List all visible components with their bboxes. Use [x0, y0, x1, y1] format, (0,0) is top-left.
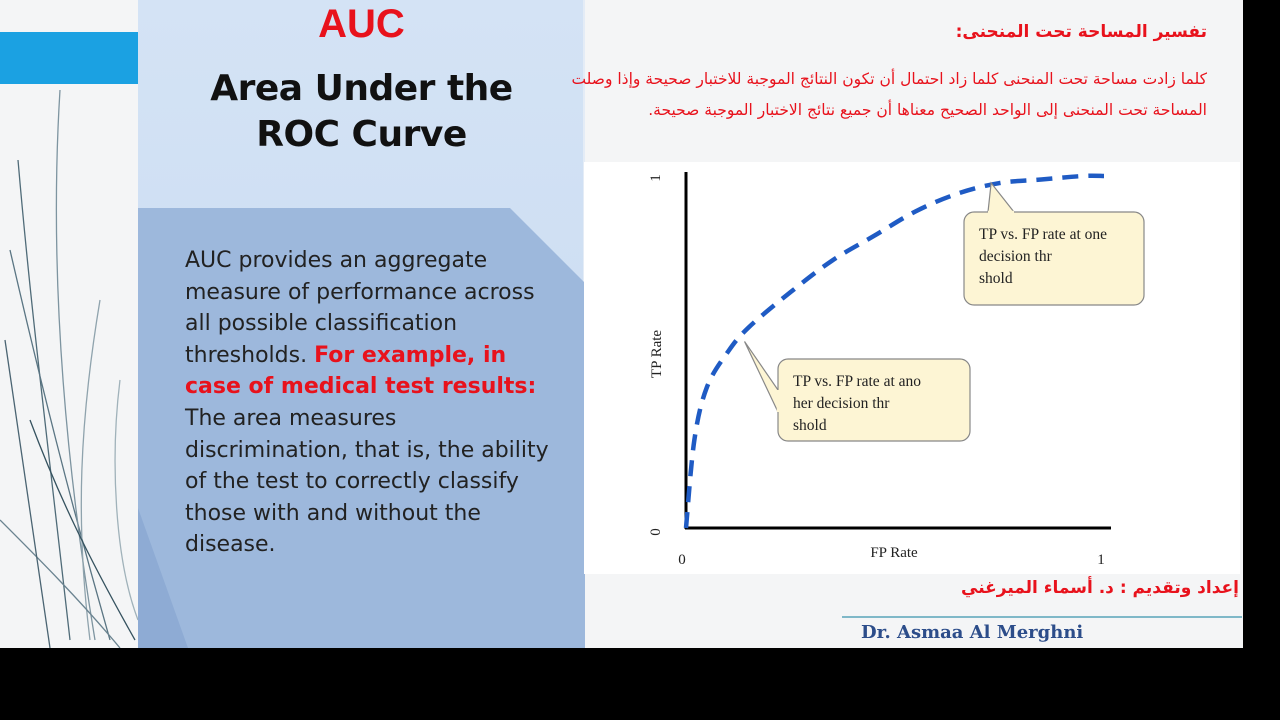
body-text-detail: The area measures discrimination, that is, the ability of the test to correctly classify those with and without the disease. [185, 405, 549, 558]
main-title-line1: Area Under the [210, 68, 513, 109]
callout-pointer [988, 183, 1014, 212]
arabic-heading: تفسير المساحة تحت المنحنى: [955, 22, 1207, 42]
callout-text: shold [979, 270, 1013, 287]
credit-divider [842, 616, 1242, 618]
body-text-highlight: For example, in case of medical test results: [185, 342, 537, 400]
y-tick-label: 0 [648, 528, 664, 536]
main-title-line2: ROC Curve [256, 114, 467, 155]
credit-english: Dr. Asmaa Al Merghni [861, 622, 1084, 643]
callout [745, 341, 970, 441]
y-axis-label: TP Rate [649, 329, 665, 379]
x-tick-label: 1 [1097, 552, 1105, 568]
x-axis-label: FP Rate [870, 545, 918, 561]
callout-text: decision thr [979, 248, 1052, 265]
callout-text: TP vs. FP rate at ano [793, 373, 922, 390]
arabic-body: كلما زادت مساحة تحت المنحنى كلما زاد احتمال أن تكون النتائج الموجبة للاختبار صحيحة وإذا وصلت المساحة تحت المنحنى إلى الواحد الصحيح معناها أن جميع نتائج الاختبار الموجبة صحيحة. [571, 70, 1207, 119]
body-text [185, 245, 557, 561]
blue-tab-accent [0, 32, 138, 84]
body-text-intro: AUC provides an aggregate measure of performance across all possible classification thresholds. [185, 248, 535, 368]
callout-pointer [745, 341, 778, 412]
decorative-lines [0, 0, 138, 648]
auc-title: AUC [318, 2, 405, 46]
roc-chart-svg [584, 162, 1240, 574]
y-tick-label: 1 [648, 174, 664, 182]
credit-arabic: إعداد وتقديم : د. أسماء الميرغني [961, 578, 1239, 598]
callout-text: her decision thr [793, 395, 890, 412]
callout-text: TP vs. FP rate at one [979, 226, 1108, 243]
callout-text: shold [793, 417, 827, 434]
roc-chart [584, 162, 1240, 574]
main-title [138, 66, 585, 158]
callout [964, 183, 1144, 305]
x-tick-label: 0 [678, 552, 686, 568]
